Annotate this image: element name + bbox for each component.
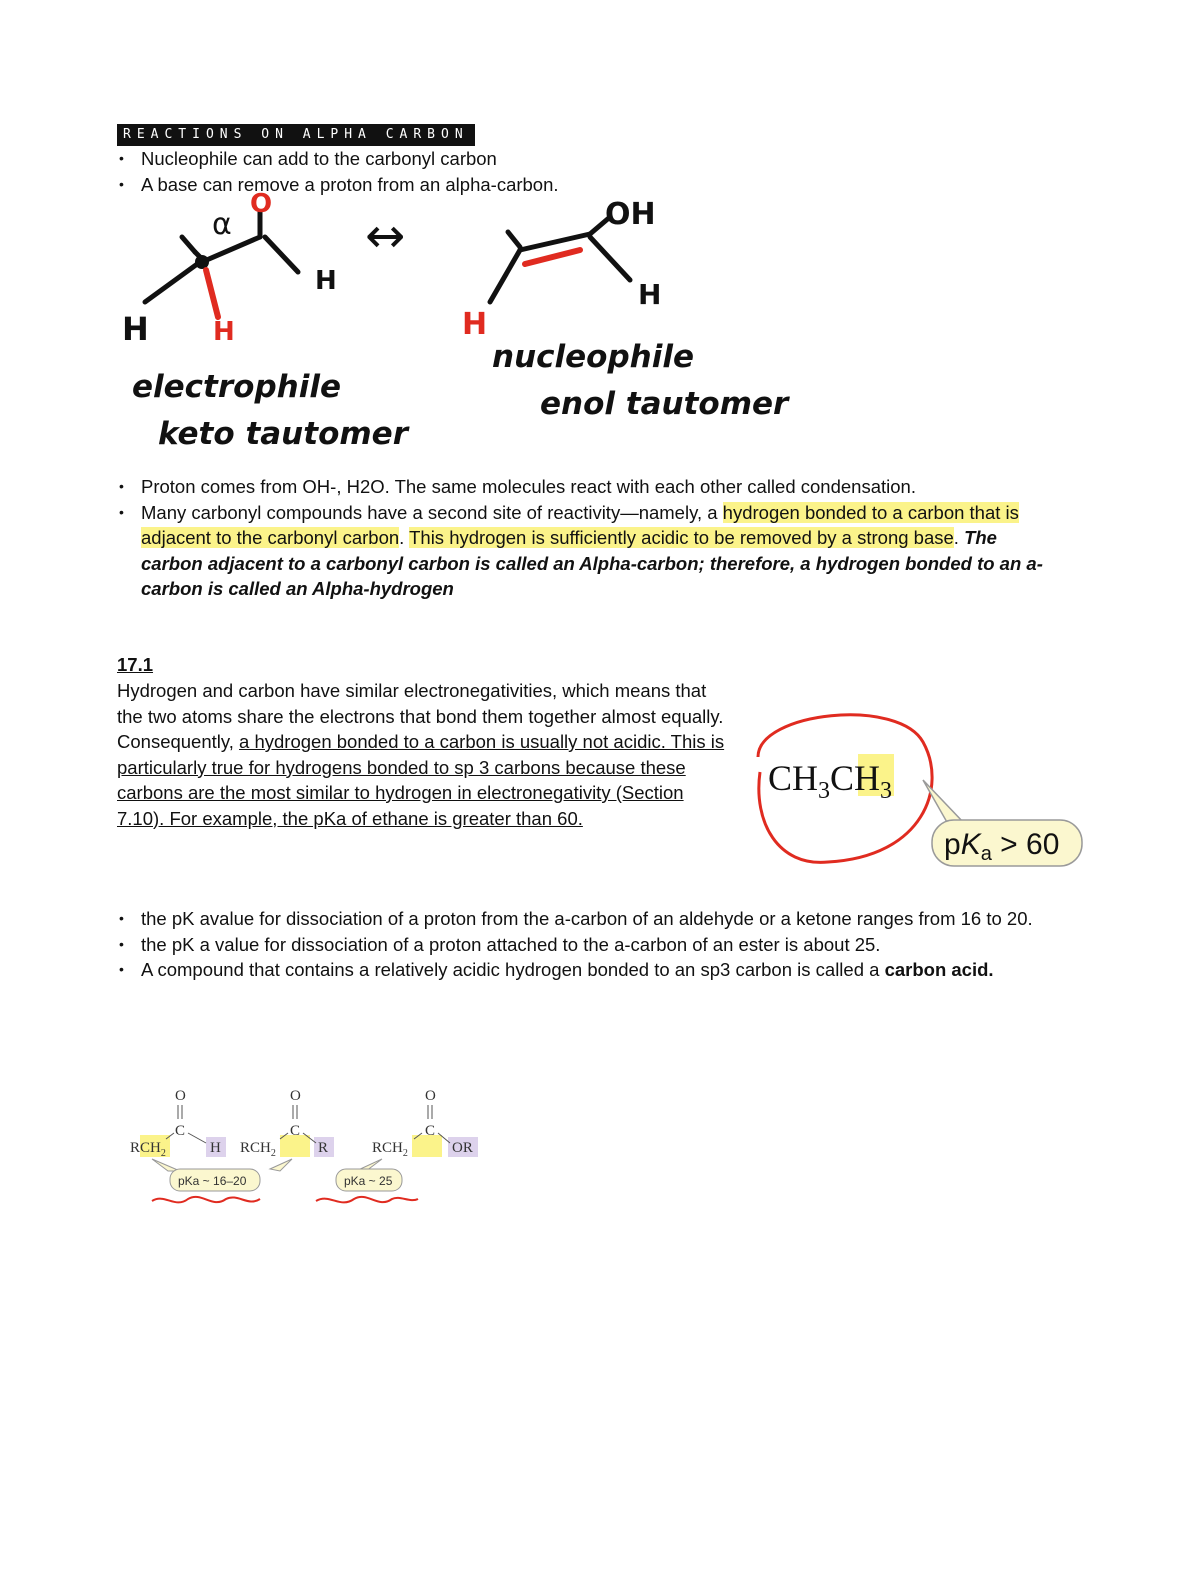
enol-h-label: H xyxy=(462,307,488,342)
h-label: H xyxy=(315,266,337,296)
svg-text:RCH2: $RCH_2$ xyxy=(240,1140,276,1159)
list-item: • Many carbonyl compounds have a second site of reactivity—namely, a hydrogen bonded to a carbon that is adjacent to the carbonyl carbon. This hydrogen is sufficiently acidic to be removed by a strong base. The carbon adjacent to a carbonyl carbon is called an Alpha-carbon; therefore, a hydrogen bonded to an a-carbon is called an Alpha-hydrogen xyxy=(119,501,1043,599)
list-item: • the pK a value for dissociation of a proton attached to the a-carbon of an ester is about 25. xyxy=(119,933,881,955)
svg-text:R: R xyxy=(318,1140,329,1156)
svg-text:C: C xyxy=(175,1123,186,1139)
section-heading: 17.1 xyxy=(117,654,154,675)
bullet-list-alpha xyxy=(117,474,1062,602)
red-underline-annotation xyxy=(152,1197,260,1203)
enol-tautomer-label: enol tautomer xyxy=(540,386,789,422)
svg-text:OR: OR xyxy=(452,1140,473,1156)
alpha-hydrogen-bond xyxy=(206,270,218,317)
svg-text:O: O xyxy=(425,1088,436,1104)
alpha-carbon-dot xyxy=(195,255,209,269)
red-underline-annotation xyxy=(316,1197,418,1203)
bullet-list-pka xyxy=(117,906,1057,983)
svg-text:C: C xyxy=(290,1123,301,1139)
h-label: H xyxy=(122,310,149,348)
svg-text:C: C xyxy=(425,1123,436,1139)
underlined-text: a hydrogen bonded to a carbon is usually not acidic. This is particularly true for hydrogens bonded to sp 3 carbons because these carbons are the most similar to hydrogen in electronegativity (Section 7.10). For example, the pKa of ethane is greater than 60. xyxy=(117,731,725,829)
oh-label: OH xyxy=(605,197,656,232)
section-paragraph: Hydrogen and carbon have similar electronegativities, which means that the two atoms share the electrons that bond them together almost equally. Consequently, a hydrogen bonded to a carbon is usually not acidic. This is particularly true for hydrogens bonded to sp 3 carbons because these carbons are the most similar to hydrogen in electronegativity (Section 7.10). For example, the pKa of ethane is greater than 60. xyxy=(117,680,725,829)
h-label: H xyxy=(638,278,662,311)
highlighted-text: hydrogen bonded to a carbon that is adjacent to the carbonyl carbon xyxy=(141,501,1019,548)
oxygen-label: O xyxy=(250,192,273,219)
list-item: • A base can remove a proton from an alpha-carbon. xyxy=(119,173,559,195)
svg-text:O: O xyxy=(175,1088,186,1104)
pka-aldehyde-ketone-label: pKa ~ 16–20 xyxy=(178,1174,247,1188)
pka-gt-60-label: $pK_a > 60$ xyxy=(944,828,1060,865)
bullet-list-intro xyxy=(117,146,1077,197)
ethane-pka-figure xyxy=(748,702,1098,882)
svg-text:H: H xyxy=(210,1140,221,1156)
keto-tautomer-label: keto tautomer xyxy=(158,416,408,452)
list-item: • Nucleophile can add to the carbonyl carbon xyxy=(119,148,497,169)
svg-text:RCH2: $RCH_2$ xyxy=(372,1140,408,1159)
definition-text: The carbon adjacent to a carbonyl carbon is called an Alpha-carbon; therefore, a hydrogen bonded to an a-carbon is called an Alpha-hydrogen xyxy=(141,527,1043,599)
section-title: REACTIONS ON ALPHA CARBON xyxy=(117,124,475,146)
svg-text:RCH2: $RCH_2$ xyxy=(130,1140,166,1159)
alpha-h-label: H xyxy=(213,317,235,347)
keto-enol-tautomer-drawing xyxy=(110,192,840,462)
carbonyl-pka-structures xyxy=(120,1085,500,1215)
list-item: • Proton comes from OH-, H2O. The same molecules react with each other called condensation. xyxy=(119,476,916,497)
list-item: • A compound that contains a relatively acidic hydrogen bonded to an sp3 carbon is called a carbon acid. xyxy=(119,959,994,980)
list-item: • the pK avalue for dissociation of a proton from the a-carbon of an aldehyde or a ketone ranges from 16 to 20. xyxy=(119,908,1033,929)
equilibrium-arrow-icon: ↔ xyxy=(365,208,406,264)
electrophile-label: electrophile xyxy=(132,369,341,405)
nucleophile-label: nucleophile xyxy=(492,339,694,375)
highlighted-text: This hydrogen is sufficiently acidic to be removed by a strong base xyxy=(409,527,954,548)
ethane-formula: $CH_3CH_3$ xyxy=(768,758,893,804)
alpha-symbol: α xyxy=(212,207,232,242)
enol-double-bond xyxy=(525,250,580,264)
svg-text:O: O xyxy=(290,1088,301,1104)
pka-ester-label: pKa ~ 25 xyxy=(344,1174,393,1188)
